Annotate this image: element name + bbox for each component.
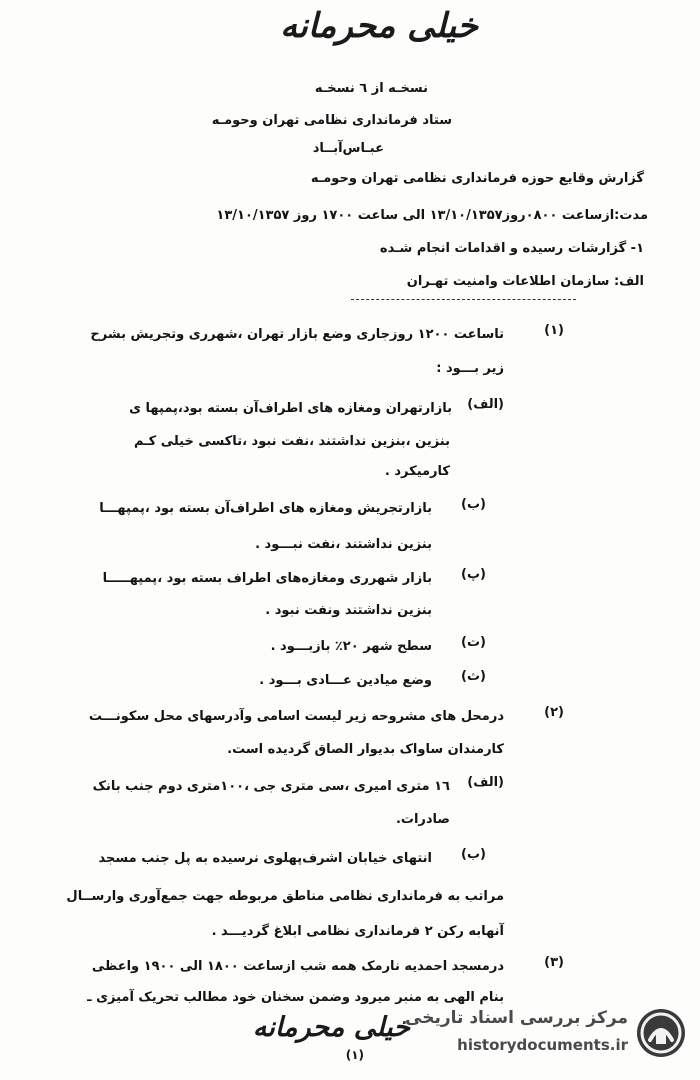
watermark-title: مرکز بررسی اسناد تاریخی bbox=[405, 1008, 628, 1028]
item-3-line-2: بنام الهی به منبر میرود وضمن سخنان خود مطالب تحریک آمیزی ـ bbox=[87, 990, 504, 1005]
section-1-heading: ۱- گزارشات رسیده و اقدامات انجام شـده bbox=[379, 241, 644, 256]
sub-se-label: (ث) bbox=[461, 669, 486, 684]
item-2-line-1: درمحل های مشروحه زیر لیست اسامی وآدرسهای محل سکونـــت bbox=[88, 709, 504, 724]
classification-top: خیلی محرمانه bbox=[280, 6, 478, 46]
copy-line: نسخـه از ٦ نسخـه bbox=[314, 81, 428, 96]
hq-line: ستاد فرمانداری نظامی تهران وحومـه bbox=[211, 113, 452, 128]
watermark bbox=[392, 1002, 692, 1066]
sub-be-line-2: بنزین نداشتند ،نفت نبـــود . bbox=[255, 537, 432, 552]
archive-logo-icon bbox=[634, 1006, 688, 1060]
item-1-line-1: تاساعت ۱۲۰۰ روزجاری وضع بازار تهران ،شهرری وتجریش بشرح bbox=[90, 327, 504, 342]
item-2-line-3: مراتب به فرمانداری نظامی مناطق مربوطه جهت جمع‌آوری وارســال bbox=[66, 889, 504, 904]
sub2-be-label: (ب) bbox=[461, 847, 486, 862]
item-3-line-1: درمسجد احمدیه نارمک همه شب ازساعت ۱۸۰۰ الی ۱۹۰۰ واعظی bbox=[91, 959, 504, 974]
watermark-url: historydocuments.ir bbox=[457, 1036, 628, 1054]
sub-se-line-1: وضع میادین عـــادی بـــود . bbox=[259, 673, 432, 688]
page-number: (۱) bbox=[345, 1048, 364, 1062]
item-1-number: (۱) bbox=[544, 323, 564, 338]
section-alef-heading: الف: سازمان اطلاعات وامنیت تهـران bbox=[406, 274, 644, 289]
sub-alef-label: (الف) bbox=[467, 397, 504, 412]
location-line: عبـاس‌آبــاد bbox=[312, 141, 384, 156]
report-title: گزارش وقایع حوزه فرمانداری نظامی تهران وحومـه bbox=[310, 171, 644, 186]
item-3-number: (۳) bbox=[544, 955, 564, 970]
sub-pe-line-2: بنزین نداشتند ونفت نبود . bbox=[265, 603, 432, 618]
sub-pe-label: (پ) bbox=[461, 567, 486, 582]
sub2-alef-line-1: ۱٦ متری امیری ،سی متری جی ،۱۰۰متری دوم جنب بانک bbox=[92, 779, 450, 794]
item-2-line-4: آنهابه رکن ۲ فرمانداری نظامی ابلاغ گردیـــد . bbox=[211, 924, 504, 939]
item-2-number: (۲) bbox=[544, 705, 564, 720]
sub-alef-line-2: بنزین ،بنزین نداشتند ،نفت نبود ،تاکسی خیلی کـم bbox=[133, 434, 450, 449]
sub2-alef-line-2: صادرات. bbox=[395, 812, 450, 827]
item-1-line-2: زیر بـــود : bbox=[436, 361, 504, 376]
item-2-line-2: کارمندان ساواک بدیوار الصاق گردیده است. bbox=[227, 742, 504, 757]
sub2-be-line-1: انتهای خیابان اشرف‌پهلوی نرسیده به پل جنب مسجد bbox=[98, 851, 432, 866]
section-alef-underline bbox=[351, 299, 576, 300]
sub2-alef-label: (الف) bbox=[467, 775, 504, 790]
sub-alef-line-3: کارمیکرد . bbox=[384, 464, 450, 479]
sub-alef-line-1: بازارتهران ومغازه های اطراف‌آن بسته بود،پمپها ی bbox=[129, 401, 452, 416]
classification-bottom: خیلی محرمانه bbox=[252, 1012, 410, 1043]
sub-te-label: (ت) bbox=[461, 635, 486, 650]
sub-be-label: (ب) bbox=[461, 497, 486, 512]
sub-pe-line-1: بازار شهرری ومغازه‌های اطراف بسته بود ،پمپهـــــا bbox=[102, 571, 432, 586]
sub-te-line-1: سطح شهر ۲۰٪ بازبـــود . bbox=[270, 639, 432, 654]
report-period: مدت:ازساعت ۰۸۰۰روز۱۳/۱۰/۱۳۵۷ الی ساعت ۱۷۰۰ روز ۱۳/۱۰/۱۳۵۷ bbox=[216, 208, 648, 223]
sub-be-line-1: بازارتجریش ومغازه های اطراف‌آن بسته بود ،پمپهـــا bbox=[99, 501, 432, 516]
